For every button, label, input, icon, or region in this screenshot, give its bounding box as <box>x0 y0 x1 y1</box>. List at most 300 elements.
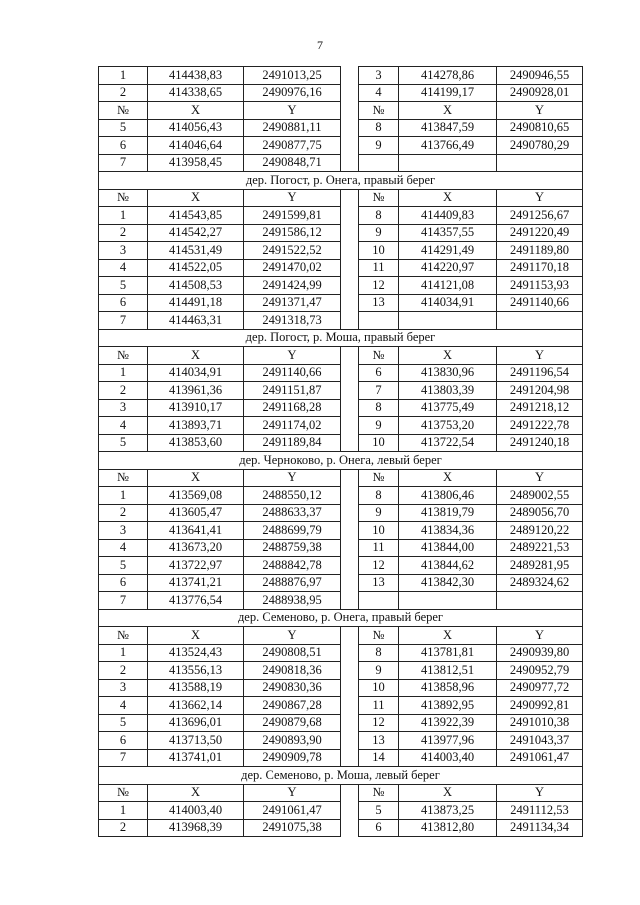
right-point-number: 13 <box>359 732 399 750</box>
column-gap <box>341 137 359 155</box>
left-y-coordinate: 2491168,28 <box>244 399 341 417</box>
column-gap <box>341 67 359 85</box>
right-header-point-number: № <box>359 784 399 802</box>
column-gap <box>341 732 359 750</box>
right-header-x-coordinate: X <box>399 469 497 487</box>
right-x-coordinate: 413812,80 <box>399 819 497 837</box>
left-y-coordinate: 2491522,52 <box>244 242 341 260</box>
right-y-coordinate: 2491153,93 <box>497 277 583 295</box>
left-y-coordinate: 2488699,79 <box>244 522 341 540</box>
table-row <box>99 137 583 155</box>
column-gap <box>341 312 359 330</box>
right-x-coordinate: 413722,54 <box>399 434 497 452</box>
left-point-number: 5 <box>99 714 148 732</box>
right-header-y-coordinate: Y <box>497 189 583 207</box>
right-y-coordinate: 2491010,38 <box>497 714 583 732</box>
table-row <box>99 154 583 172</box>
right-point-number: 9 <box>359 662 399 680</box>
left-header-point-number: № <box>99 102 148 120</box>
right-point-number: 4 <box>359 84 399 102</box>
table-row <box>99 574 583 592</box>
left-header-point-number: № <box>99 627 148 645</box>
right-x-coordinate: 413844,62 <box>399 557 497 575</box>
left-point-number: 1 <box>99 207 148 225</box>
left-point-number: 7 <box>99 749 148 767</box>
right-y-coordinate: 2491204,98 <box>497 382 583 400</box>
left-y-coordinate: 2491189,84 <box>244 434 341 452</box>
left-point-number: 2 <box>99 382 148 400</box>
right-y-coordinate: 2490992,81 <box>497 697 583 715</box>
left-point-number: 6 <box>99 294 148 312</box>
right-point-number: 8 <box>359 399 399 417</box>
right-point-number: 8 <box>359 487 399 505</box>
right-header-x-coordinate: X <box>399 102 497 120</box>
right-x-coordinate: 414278,86 <box>399 67 497 85</box>
right-header-y-coordinate: Y <box>497 784 583 802</box>
column-gap <box>341 574 359 592</box>
left-header-point-number: № <box>99 347 148 365</box>
left-point-number: 4 <box>99 259 148 277</box>
column-gap <box>341 784 359 802</box>
column-gap <box>341 592 359 610</box>
left-x-coordinate: 414438,83 <box>148 67 244 85</box>
right-header-x-coordinate: X <box>399 627 497 645</box>
table-row <box>99 312 583 330</box>
right-y-coordinate: 2491222,78 <box>497 417 583 435</box>
left-point-number: 3 <box>99 242 148 260</box>
right-point-number: 10 <box>359 522 399 540</box>
table-row <box>99 539 583 557</box>
table-row <box>99 504 583 522</box>
column-gap <box>341 802 359 820</box>
column-gap <box>341 644 359 662</box>
left-y-coordinate: 2488759,38 <box>244 539 341 557</box>
left-y-coordinate: 2490879,68 <box>244 714 341 732</box>
left-x-coordinate: 413741,01 <box>148 749 244 767</box>
left-x-coordinate: 413641,41 <box>148 522 244 540</box>
left-point-number: 1 <box>99 364 148 382</box>
left-y-coordinate: 2490830,36 <box>244 679 341 697</box>
right-x-coordinate: 414220,97 <box>399 259 497 277</box>
column-gap <box>341 207 359 225</box>
left-header-y-coordinate: Y <box>244 784 341 802</box>
table-row <box>99 644 583 662</box>
right-x-coordinate: 414003,40 <box>399 749 497 767</box>
column-gap <box>341 504 359 522</box>
left-x-coordinate: 414338,65 <box>148 84 244 102</box>
right-x-coordinate: 414291,49 <box>399 242 497 260</box>
column-gap <box>341 679 359 697</box>
left-header-x-coordinate: X <box>148 347 244 365</box>
left-x-coordinate: 414543,85 <box>148 207 244 225</box>
left-point-number: 5 <box>99 119 148 137</box>
right-y-coordinate: 2491134,34 <box>497 819 583 837</box>
right-point-number: 11 <box>359 539 399 557</box>
right-y-coordinate: 2490810,65 <box>497 119 583 137</box>
right-y-coordinate: 2491196,54 <box>497 364 583 382</box>
table-row <box>99 67 583 85</box>
left-y-coordinate: 2491075,38 <box>244 819 341 837</box>
table-row <box>99 224 583 242</box>
column-gap <box>341 627 359 645</box>
left-point-number: 3 <box>99 399 148 417</box>
table-row <box>99 557 583 575</box>
section-row <box>99 329 583 347</box>
column-gap <box>341 697 359 715</box>
left-y-coordinate: 2490877,75 <box>244 137 341 155</box>
left-y-coordinate: 2488550,12 <box>244 487 341 505</box>
left-header-point-number: № <box>99 469 148 487</box>
left-x-coordinate: 413673,20 <box>148 539 244 557</box>
table-row <box>99 749 583 767</box>
section-title: дер. Черноково, р. Онега, левый берег <box>99 452 583 470</box>
left-point-number: 5 <box>99 277 148 295</box>
header-row <box>99 102 583 120</box>
column-gap <box>341 557 359 575</box>
left-point-number: 4 <box>99 539 148 557</box>
right-y-coordinate: 2491061,47 <box>497 749 583 767</box>
left-x-coordinate: 413968,39 <box>148 819 244 837</box>
left-y-coordinate: 2491174,02 <box>244 417 341 435</box>
left-header-point-number: № <box>99 784 148 802</box>
right-header-point-number: № <box>359 347 399 365</box>
left-y-coordinate: 2490976,16 <box>244 84 341 102</box>
header-row <box>99 784 583 802</box>
right-x-coordinate: 413766,49 <box>399 137 497 155</box>
left-y-coordinate: 2491013,25 <box>244 67 341 85</box>
right-point-number: 14 <box>359 749 399 767</box>
table-row <box>99 714 583 732</box>
left-point-number: 3 <box>99 679 148 697</box>
left-point-number: 2 <box>99 819 148 837</box>
left-x-coordinate: 414542,27 <box>148 224 244 242</box>
column-gap <box>341 347 359 365</box>
right-header-y-coordinate: Y <box>497 627 583 645</box>
right-x-coordinate: 413781,81 <box>399 644 497 662</box>
right-x-coordinate: 413977,96 <box>399 732 497 750</box>
left-point-number: 1 <box>99 802 148 820</box>
left-y-coordinate: 2491424,99 <box>244 277 341 295</box>
left-x-coordinate: 413893,71 <box>148 417 244 435</box>
column-gap <box>341 259 359 277</box>
left-header-x-coordinate: X <box>148 469 244 487</box>
section-row <box>99 452 583 470</box>
right-x-coordinate: 414357,55 <box>399 224 497 242</box>
right-point-number: 12 <box>359 557 399 575</box>
left-header-y-coordinate: Y <box>244 347 341 365</box>
right-point-number: 13 <box>359 294 399 312</box>
left-y-coordinate: 2490881,11 <box>244 119 341 137</box>
right-point-number: 7 <box>359 382 399 400</box>
right-y-coordinate: 2489056,70 <box>497 504 583 522</box>
right-x-coordinate: 413847,59 <box>399 119 497 137</box>
right-point-number: 8 <box>359 207 399 225</box>
left-x-coordinate: 414522,05 <box>148 259 244 277</box>
table-row <box>99 417 583 435</box>
left-x-coordinate: 413910,17 <box>148 399 244 417</box>
table-row <box>99 522 583 540</box>
right-x-coordinate: 413858,96 <box>399 679 497 697</box>
right-point-number: 6 <box>359 364 399 382</box>
left-y-coordinate: 2491151,87 <box>244 382 341 400</box>
right-x-coordinate: 413842,30 <box>399 574 497 592</box>
left-y-coordinate: 2490808,51 <box>244 644 341 662</box>
right-point-number: 11 <box>359 259 399 277</box>
table-row <box>99 399 583 417</box>
right-y-coordinate <box>497 154 583 172</box>
table-row <box>99 487 583 505</box>
left-header-x-coordinate: X <box>148 189 244 207</box>
table-row <box>99 592 583 610</box>
right-point-number <box>359 312 399 330</box>
column-gap <box>341 189 359 207</box>
left-y-coordinate: 2490893,90 <box>244 732 341 750</box>
right-point-number: 10 <box>359 242 399 260</box>
left-x-coordinate: 414491,18 <box>148 294 244 312</box>
column-gap <box>341 154 359 172</box>
header-row <box>99 627 583 645</box>
right-y-coordinate: 2490939,80 <box>497 644 583 662</box>
column-gap <box>341 84 359 102</box>
left-x-coordinate: 413524,43 <box>148 644 244 662</box>
right-point-number: 10 <box>359 434 399 452</box>
left-header-y-coordinate: Y <box>244 627 341 645</box>
left-y-coordinate: 2488842,78 <box>244 557 341 575</box>
right-header-x-coordinate: X <box>399 784 497 802</box>
left-x-coordinate: 413958,45 <box>148 154 244 172</box>
right-y-coordinate: 2489221,53 <box>497 539 583 557</box>
right-x-coordinate <box>399 592 497 610</box>
left-header-x-coordinate: X <box>148 784 244 802</box>
right-x-coordinate: 413775,49 <box>399 399 497 417</box>
left-point-number: 2 <box>99 84 148 102</box>
left-point-number: 1 <box>99 67 148 85</box>
table-row <box>99 679 583 697</box>
left-x-coordinate: 414508,53 <box>148 277 244 295</box>
right-header-y-coordinate: Y <box>497 102 583 120</box>
right-header-point-number: № <box>359 102 399 120</box>
table-row <box>99 277 583 295</box>
section-row <box>99 172 583 190</box>
right-header-point-number: № <box>359 469 399 487</box>
left-y-coordinate: 2488938,95 <box>244 592 341 610</box>
right-point-number: 8 <box>359 119 399 137</box>
column-gap <box>341 119 359 137</box>
table-row <box>99 802 583 820</box>
right-y-coordinate: 2490946,55 <box>497 67 583 85</box>
left-point-number: 7 <box>99 312 148 330</box>
right-y-coordinate: 2490928,01 <box>497 84 583 102</box>
right-y-coordinate: 2491189,80 <box>497 242 583 260</box>
left-point-number: 5 <box>99 434 148 452</box>
left-point-number: 1 <box>99 487 148 505</box>
left-point-number: 4 <box>99 417 148 435</box>
right-header-y-coordinate: Y <box>497 469 583 487</box>
right-y-coordinate: 2489324,62 <box>497 574 583 592</box>
left-x-coordinate: 413588,19 <box>148 679 244 697</box>
right-x-coordinate: 414034,91 <box>399 294 497 312</box>
table-row <box>99 364 583 382</box>
column-gap <box>341 487 359 505</box>
right-point-number: 6 <box>359 819 399 837</box>
left-y-coordinate: 2490867,28 <box>244 697 341 715</box>
right-x-coordinate: 413844,00 <box>399 539 497 557</box>
left-header-x-coordinate: X <box>148 627 244 645</box>
left-y-coordinate: 2491599,81 <box>244 207 341 225</box>
left-point-number: 6 <box>99 137 148 155</box>
left-header-y-coordinate: Y <box>244 469 341 487</box>
table-row <box>99 207 583 225</box>
column-gap <box>341 242 359 260</box>
left-point-number: 6 <box>99 574 148 592</box>
section-row <box>99 767 583 785</box>
left-y-coordinate: 2488876,97 <box>244 574 341 592</box>
column-gap <box>341 102 359 120</box>
right-y-coordinate: 2491220,49 <box>497 224 583 242</box>
table-row <box>99 84 583 102</box>
right-point-number: 9 <box>359 137 399 155</box>
right-x-coordinate: 413812,51 <box>399 662 497 680</box>
column-gap <box>341 294 359 312</box>
right-y-coordinate: 2490952,79 <box>497 662 583 680</box>
right-point-number: 12 <box>359 277 399 295</box>
right-x-coordinate: 413819,79 <box>399 504 497 522</box>
column-gap <box>341 399 359 417</box>
column-gap <box>341 714 359 732</box>
left-x-coordinate: 414056,43 <box>148 119 244 137</box>
column-gap <box>341 417 359 435</box>
left-point-number: 2 <box>99 662 148 680</box>
left-x-coordinate: 414046,64 <box>148 137 244 155</box>
right-point-number: 9 <box>359 504 399 522</box>
header-row <box>99 347 583 365</box>
left-y-coordinate: 2491371,47 <box>244 294 341 312</box>
column-gap <box>341 819 359 837</box>
section-title: дер. Семеново, р. Онега, правый берег <box>99 609 583 627</box>
right-point-number: 3 <box>359 67 399 85</box>
left-header-y-coordinate: Y <box>244 102 341 120</box>
left-point-number: 3 <box>99 522 148 540</box>
page-number: 7 <box>317 38 323 52</box>
right-point-number: 5 <box>359 802 399 820</box>
left-point-number: 7 <box>99 154 148 172</box>
right-x-coordinate: 413753,20 <box>399 417 497 435</box>
table-row <box>99 294 583 312</box>
right-header-y-coordinate: Y <box>497 347 583 365</box>
left-x-coordinate: 414003,40 <box>148 802 244 820</box>
left-point-number: 1 <box>99 644 148 662</box>
left-x-coordinate: 414531,49 <box>148 242 244 260</box>
right-y-coordinate <box>497 312 583 330</box>
left-point-number: 4 <box>99 697 148 715</box>
table-row <box>99 242 583 260</box>
right-y-coordinate: 2491218,12 <box>497 399 583 417</box>
left-x-coordinate: 413776,54 <box>148 592 244 610</box>
column-gap <box>341 277 359 295</box>
table-row <box>99 119 583 137</box>
column-gap <box>341 539 359 557</box>
right-y-coordinate: 2491112,53 <box>497 802 583 820</box>
right-header-x-coordinate: X <box>399 347 497 365</box>
left-y-coordinate: 2490818,36 <box>244 662 341 680</box>
right-x-coordinate: 414409,83 <box>399 207 497 225</box>
column-gap <box>341 522 359 540</box>
header-row <box>99 469 583 487</box>
left-x-coordinate: 414034,91 <box>148 364 244 382</box>
left-header-y-coordinate: Y <box>244 189 341 207</box>
right-y-coordinate: 2491170,18 <box>497 259 583 277</box>
table-row <box>99 259 583 277</box>
left-x-coordinate: 413662,14 <box>148 697 244 715</box>
right-y-coordinate: 2489002,55 <box>497 487 583 505</box>
left-x-coordinate: 413853,60 <box>148 434 244 452</box>
left-y-coordinate: 2491140,66 <box>244 364 341 382</box>
right-y-coordinate: 2490780,29 <box>497 137 583 155</box>
left-y-coordinate: 2491586,12 <box>244 224 341 242</box>
column-gap <box>341 662 359 680</box>
header-row <box>99 189 583 207</box>
right-x-coordinate <box>399 312 497 330</box>
column-gap <box>341 224 359 242</box>
table-row <box>99 662 583 680</box>
left-point-number: 7 <box>99 592 148 610</box>
right-point-number: 11 <box>359 697 399 715</box>
right-header-point-number: № <box>359 189 399 207</box>
right-x-coordinate: 413803,39 <box>399 382 497 400</box>
right-x-coordinate: 413830,96 <box>399 364 497 382</box>
right-point-number: 12 <box>359 714 399 732</box>
section-title: дер. Семеново, р. Моша, левый берег <box>99 767 583 785</box>
table-row <box>99 732 583 750</box>
right-point-number <box>359 154 399 172</box>
table-row <box>99 434 583 452</box>
left-point-number: 2 <box>99 504 148 522</box>
left-x-coordinate: 413741,21 <box>148 574 244 592</box>
right-y-coordinate: 2491256,67 <box>497 207 583 225</box>
right-header-x-coordinate: X <box>399 189 497 207</box>
coordinates-table <box>98 66 583 837</box>
section-row <box>99 609 583 627</box>
right-x-coordinate: 413922,39 <box>399 714 497 732</box>
left-x-coordinate: 413569,08 <box>148 487 244 505</box>
right-point-number: 9 <box>359 417 399 435</box>
right-y-coordinate: 2490977,72 <box>497 679 583 697</box>
left-point-number: 2 <box>99 224 148 242</box>
table-row <box>99 382 583 400</box>
right-x-coordinate: 413806,46 <box>399 487 497 505</box>
right-y-coordinate: 2491240,18 <box>497 434 583 452</box>
left-x-coordinate: 414463,31 <box>148 312 244 330</box>
right-x-coordinate: 413834,36 <box>399 522 497 540</box>
right-y-coordinate: 2491043,37 <box>497 732 583 750</box>
left-y-coordinate: 2488633,37 <box>244 504 341 522</box>
right-point-number: 9 <box>359 224 399 242</box>
table-row <box>99 819 583 837</box>
column-gap <box>341 749 359 767</box>
left-x-coordinate: 413961,36 <box>148 382 244 400</box>
right-y-coordinate <box>497 592 583 610</box>
right-y-coordinate: 2489120,22 <box>497 522 583 540</box>
column-gap <box>341 469 359 487</box>
left-y-coordinate: 2491470,02 <box>244 259 341 277</box>
left-point-number: 5 <box>99 557 148 575</box>
right-point-number: 13 <box>359 574 399 592</box>
right-x-coordinate: 414199,17 <box>399 84 497 102</box>
left-header-point-number: № <box>99 189 148 207</box>
right-x-coordinate: 414121,08 <box>399 277 497 295</box>
left-y-coordinate: 2491061,47 <box>244 802 341 820</box>
column-gap <box>341 364 359 382</box>
